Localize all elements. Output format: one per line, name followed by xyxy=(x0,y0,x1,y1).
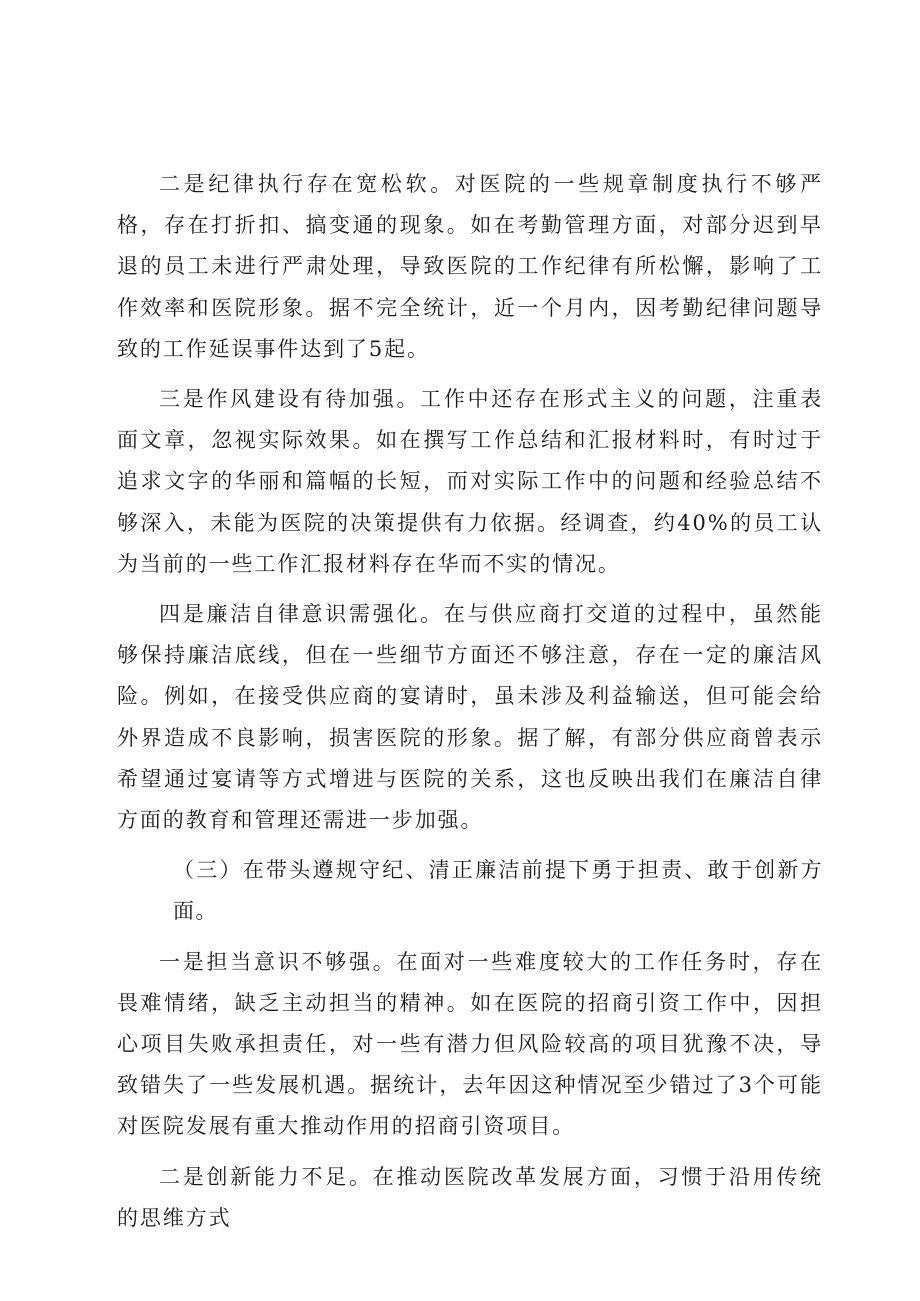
paragraph-integrity-awareness: 四是廉洁自律意识需强化。在与供应商打交道的过程中，虽然能够保持廉洁底线，但在一些细节方面还不够注意，存在一定的廉洁风险。例如，在接受供应商的宴请时，虽未涉及利益输送，但可能会给外界造成不良影响，损害医院的形象。据了解，有部分供应商曾表示希望通过宴请等方式增进与医院的关系，这也反映出我们在廉洁自律方面的教育和管理还需进一步加强。 xyxy=(117,602,823,833)
paragraph-innovation: 二是创新能力不足。在推动医院改革发展方面，习惯于沿用传统的思维方式 xyxy=(117,1164,823,1230)
section-heading-three: （三）在带头遵规守纪、清正廉洁前提下勇于担责、敢于创新方面。 xyxy=(173,858,823,924)
paragraph-work-style: 三是作风建设有待加强。工作中还存在形式主义的问题，注重表面文章，忽视实际效果。如在撰写工作总结和汇报材料时，有时过于追求文字的华丽和篇幅的长短，而对实际工作中的问题和经验总结不够深入，未能为医院的决策提供有力依据。经调查，约40%的员工认为当前的一些工作汇报材料存在华而不实的情况。 xyxy=(117,387,823,576)
document-body xyxy=(117,164,823,1239)
paragraph-discipline-enforcement: 二是纪律执行存在宽松软。对医院的一些规章制度执行不够严格，存在打折扣、搞变通的现象。如在考勤管理方面，对部分迟到早退的员工未进行严肃处理，导致医院的工作纪律有所松懈，影响了工作效率和医院形象。据不完全统计，近一个月内，因考勤纪律问题导致的工作延误事件达到了5起。 xyxy=(117,172,823,361)
paragraph-responsibility: 一是担当意识不够强。在面对一些难度较大的工作任务时，存在畏难情绪，缺乏主动担当的精神。如在医院的招商引资工作中，因担心项目失败承担责任，对一些有潜力但风险较高的项目犹豫不决，导致错失了一些发展机遇。据统计，去年因这种情况至少错过了3个可能对医院发展有重大推动作用的招商引资项目。 xyxy=(117,949,823,1139)
